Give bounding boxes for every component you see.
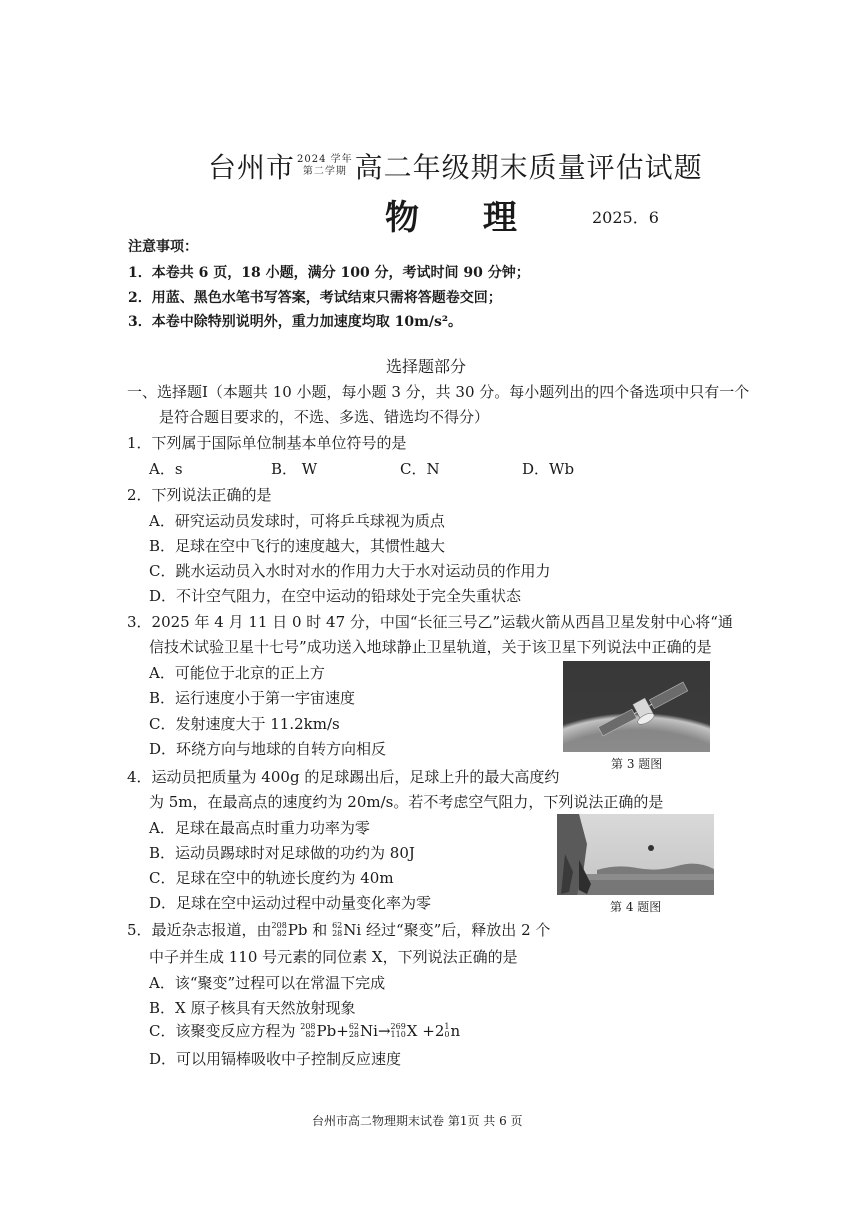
question-2-option-b: B．足球在空中飞行的速度越大，其惯性越大: [149, 537, 446, 555]
subject-title: 物 理: [385, 198, 543, 238]
eq-ni-numbers: [349, 1023, 359, 1039]
title-year-top: 2024 学年: [297, 154, 353, 165]
eq-n-symbol: n: [450, 1021, 461, 1040]
eq-plus-2: +2: [417, 1021, 445, 1040]
question-1-option-d: D．Wb: [522, 460, 575, 478]
eq-ni-mass: 62: [348, 1021, 359, 1031]
eq-n-mass: 1: [444, 1021, 450, 1031]
exam-title: [208, 146, 703, 186]
question-4-option-b: B．运动员踢球时对足球做的功约为 80J: [149, 844, 415, 862]
question-3-option-c: C．发射速度大于 11.2km/s: [149, 715, 340, 733]
question-3-option-d: D．环绕方向与地球的自转方向相反: [149, 740, 387, 758]
question-5-and: 和: [307, 921, 333, 939]
question-5-stem-cont: 中子并生成 110 号元素的同位素 X，下列说法正确的是: [149, 948, 518, 966]
question-1-stem: 1．下列属于国际单位制基本单位符号的是: [127, 434, 407, 452]
question-4-stem: 4．运动员把质量为 400g 的足球踢出后，足球上升的最大高度约: [127, 768, 560, 786]
eq-n-charge: 0: [444, 1029, 450, 1039]
question-5-stem-prefix: 5．最近杂志报道，由: [127, 921, 272, 939]
eq-pb-numbers: [300, 1023, 315, 1039]
eq-arrow: →: [377, 1021, 391, 1040]
note-item: 2．用蓝、黑色水笔书写答案，考试结束只需将答题卷交回；: [128, 290, 502, 306]
question-5-stem: [127, 919, 550, 940]
note-item: 3．本卷中除特别说明外，重力加速度均取 10m/s²。: [128, 314, 463, 330]
exam-date: 2025．6: [592, 208, 659, 227]
football-figure: [557, 814, 714, 895]
question-5-option-d: D．可以用镉棒吸收中子控制反应速度: [149, 1050, 402, 1068]
question-2-option-c: C．跳水运动员入水时对水的作用力大于水对运动员的作用力: [149, 562, 551, 580]
satellite-figure: [563, 661, 710, 752]
question-4-option-a: A．足球在最高点时重力功率为零: [149, 819, 370, 837]
question-5-stem-suffix: 经过“聚变”后，释放出 2 个: [361, 921, 551, 939]
question-2-option-d: D．不计空气阻力，在空中运动的铅球处于完全失重状态: [149, 587, 522, 605]
question-4-option-c: C．足球在空中的轨迹长度约为 40m: [149, 869, 394, 887]
eq-pb-charge: 82: [305, 1029, 316, 1039]
notes-heading: 注意事项：: [128, 239, 198, 255]
pb-symbol: Pb: [287, 920, 308, 939]
title-term-stack: [297, 154, 353, 178]
satellite-image: [563, 661, 710, 752]
pb-nuclide-numbers: [272, 922, 287, 938]
question-3-option-a: A．可能位于北京的正上方: [149, 664, 325, 682]
ni-mass-number: 62: [332, 920, 343, 930]
ni-symbol: Ni: [343, 920, 362, 939]
option-c-prefix: C．该聚变反应方程为: [149, 1022, 301, 1040]
football-image: [557, 814, 714, 895]
section-title: 选择题部分: [386, 357, 467, 376]
question-1-option-a: A．s: [149, 460, 183, 478]
part-heading: 一、选择题Ⅰ（本题共 10 小题，每小题 3 分，共 30 分。每小题列出的四个备选项中只有一个: [127, 383, 750, 401]
title-year-bottom: 第二学期: [302, 166, 347, 177]
note-item: 1．本卷共 6 页，18 小题，满分 100 分，考试时间 90 分钟；: [128, 265, 530, 281]
pb-mass-number: 208: [271, 920, 287, 930]
question-3-stem-cont: 信技术试验卫星十七号”成功送入地球静止卫星轨道，关于该卫星下列说法中正确的是: [149, 638, 712, 656]
eq-ni-symbol: Ni: [360, 1021, 378, 1040]
figure-3-caption: 第 3 题图: [611, 757, 663, 771]
eq-pb-mass: 208: [300, 1021, 316, 1031]
question-1-option-c: C．N: [400, 460, 440, 478]
question-3-stem: 3．2025 年 4 月 11 日 0 时 47 分，中国“长征三号乙”运载火箭从西昌卫星发射中心将“通: [127, 613, 733, 631]
ni-nuclide-numbers: [332, 922, 342, 938]
eq-ni-charge: 28: [348, 1029, 359, 1039]
question-1-option-b: B． W: [271, 460, 318, 478]
eq-x-mass: 269: [390, 1021, 406, 1031]
eq-plus: +: [336, 1021, 349, 1040]
eq-pb-symbol: Pb: [316, 1021, 337, 1040]
eq-x-charge: 110: [390, 1029, 406, 1039]
question-5-option-c: [149, 1020, 460, 1041]
question-5-option-b: B．X 原子核具有天然放射现象: [149, 999, 356, 1017]
question-3-option-b: B．运行速度小于第一宇宙速度: [149, 689, 356, 707]
title-city: 台州市: [208, 151, 296, 184]
question-2-stem: 2．下列说法正确的是: [127, 486, 272, 504]
question-2-option-a: A．研究运动员发球时，可将乒乓球视为质点: [149, 512, 445, 530]
question-4-stem-cont: 为 5m，在最高点的速度约为 20m/s。若不考虑空气阻力，下列说法正确的是: [149, 793, 664, 811]
ni-atomic-number: 28: [332, 928, 343, 938]
part-heading-cont: 是符合题目要求的，不选、多选、错选均不得分）: [159, 408, 490, 426]
eq-n-numbers: [444, 1023, 449, 1039]
question-5-option-a: A．该“聚变”过程可以在常温下完成: [149, 974, 386, 992]
title-exam-name: 高二年级期末质量评估试题: [354, 151, 703, 184]
page-footer: 台州市高二物理期末试卷 第1页 共 6 页: [312, 1114, 523, 1128]
question-4-option-d: D．足球在空中运动过程中动量变化率为零: [149, 894, 432, 912]
pb-atomic-number: 82: [276, 928, 287, 938]
figure-4-caption: 第 4 题图: [610, 900, 662, 914]
eq-x-numbers: [391, 1023, 406, 1039]
eq-x-symbol: X: [406, 1021, 418, 1040]
